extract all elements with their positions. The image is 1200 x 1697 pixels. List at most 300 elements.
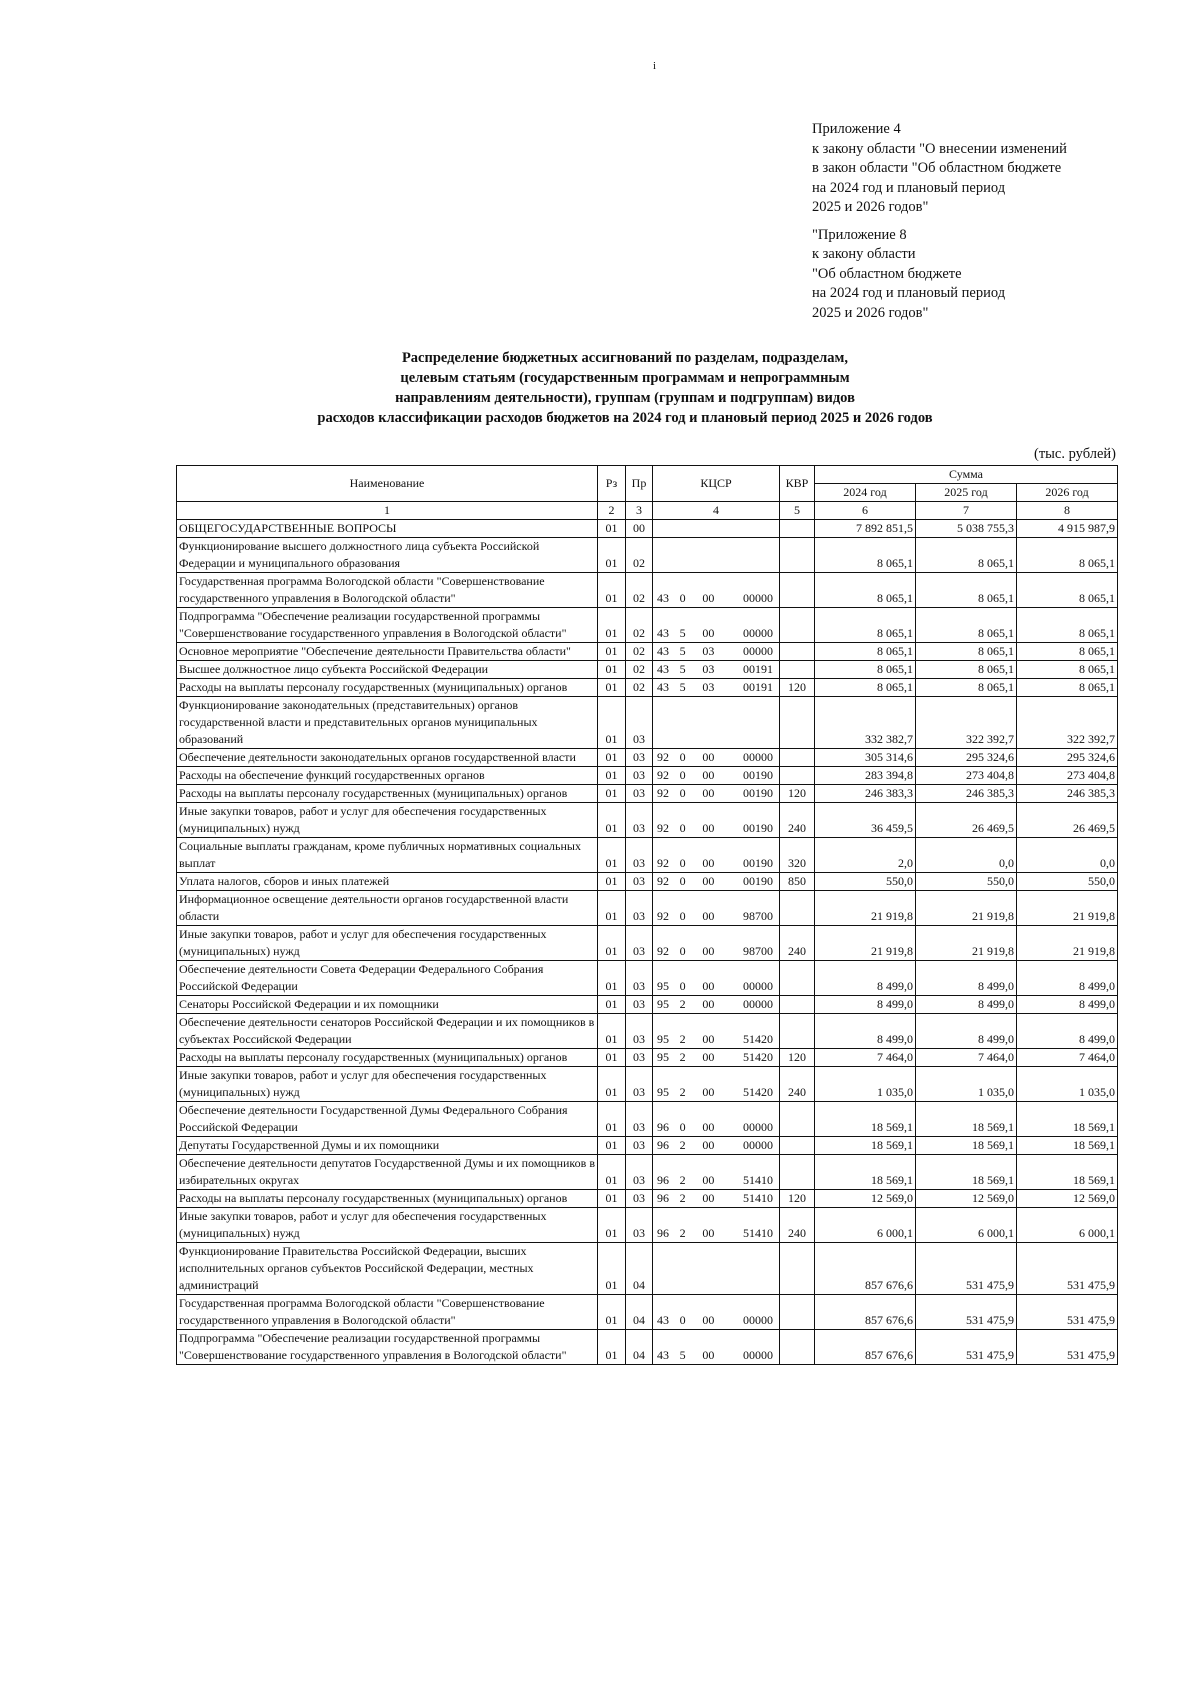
row-sum-2025: 1 035,0 [916,1067,1017,1102]
kcsr-part: 51420 [742,1085,773,1099]
appendix-line: на 2024 год и плановый период [812,285,1006,301]
row-name: Государственная программа Вологодской области "Совершенствование государственного управления в Вологодской области" [177,1295,598,1330]
title-line: Распределение бюджетных ассигнований по разделам, подразделам, [401,350,849,366]
row-kvr [780,961,815,996]
row-sum-2026: 322 392,7 [1017,697,1118,749]
table-row [177,891,1118,926]
row-kvr: 120 [780,1190,815,1208]
row-sum-2025: 12 569,0 [916,1190,1017,1208]
row-sum-2024: 18 569,1 [815,1155,916,1190]
header-kvr: КВР [780,466,815,502]
row-pr: 03 [626,961,653,996]
kcsr-part: 98700 [742,909,773,923]
row-pr: 03 [626,926,653,961]
row-sum-2026: 18 569,1 [1017,1137,1118,1155]
row-pr: 03 [626,1155,653,1190]
row-sum-2024: 18 569,1 [815,1102,916,1137]
kcsr-part: 03 [702,662,715,676]
kcsr-part: 0 [679,909,686,923]
kcsr-part: 0 [679,1313,686,1327]
row-kvr [780,891,815,926]
row-kvr [780,1102,815,1137]
kcsr-part: 00 [702,874,715,888]
row-sum-2026: 12 569,0 [1017,1190,1118,1208]
row-sum-2026: 18 569,1 [1017,1155,1118,1190]
row-pr: 02 [626,538,653,573]
kcsr-part: 43 [657,591,669,605]
row-pr: 03 [626,996,653,1014]
row-sum-2024: 550,0 [815,873,916,891]
index-cell: 4 [653,502,780,520]
row-sum-2024: 8 065,1 [815,538,916,573]
kcsr-part: 43 [657,1313,669,1327]
row-rz: 01 [598,803,626,838]
row-sum-2026: 531 475,9 [1017,1330,1118,1365]
row-rz: 01 [598,926,626,961]
row-kcsr [653,1014,780,1049]
table-row [177,661,1118,679]
kcsr-part: 43 [657,662,669,676]
row-sum-2025: 531 475,9 [916,1295,1017,1330]
kcsr-part: 00 [702,1173,715,1187]
row-sum-2026: 295 324,6 [1017,749,1118,767]
kcsr-part: 5 [679,662,686,676]
row-pr: 03 [626,1067,653,1102]
row-rz: 01 [598,1330,626,1365]
row-sum-2026: 21 919,8 [1017,926,1118,961]
row-name: Обеспечение деятельности Государственной Думы Федерального Собрания Российской Федерации [177,1102,598,1137]
row-sum-2025: 8 065,1 [916,573,1017,608]
row-sum-2024: 332 382,7 [815,697,916,749]
row-pr: 00 [626,520,653,538]
row-kvr [780,520,815,538]
row-kcsr [653,785,780,803]
index-cell: 8 [1017,502,1118,520]
row-name: Высшее должностное лицо субъекта Российской Федерации [177,661,598,679]
row-name: Социальные выплаты гражданам, кроме публичных нормативных социальных выплат [177,838,598,873]
row-rz: 01 [598,1014,626,1049]
row-sum-2025: 8 065,1 [916,608,1017,643]
table-row [177,520,1118,538]
row-sum-2025: 273 404,8 [916,767,1017,785]
kcsr-part: 92 [657,909,669,923]
row-rz: 01 [598,767,626,785]
kcsr-part: 00 [702,768,715,782]
kcsr-part: 95 [657,997,669,1011]
table-row [177,1014,1118,1049]
row-name: Депутаты Государственной Думы и их помощники [177,1137,598,1155]
row-name: Иные закупки товаров, работ и услуг для обеспечения государственных (муниципальных) нужд [177,803,598,838]
column-index-row [177,502,1118,520]
row-rz: 01 [598,661,626,679]
row-sum-2025: 18 569,1 [916,1155,1017,1190]
table-row [177,1243,1118,1295]
kcsr-part: 5 [679,1348,686,1362]
row-sum-2024: 21 919,8 [815,891,916,926]
kcsr-part: 0 [679,1120,686,1134]
row-sum-2024: 8 065,1 [815,679,916,697]
kcsr-part: 2 [679,1173,686,1187]
kcsr-part: 00 [702,856,715,870]
row-name: Функционирование законодательных (представительных) органов государственной власти и представительных органов муниципальных образований [177,697,598,749]
index-cell: 5 [780,502,815,520]
kcsr-part: 00 [702,1191,715,1205]
row-sum-2024: 7 464,0 [815,1049,916,1067]
row-sum-2026: 246 385,3 [1017,785,1118,803]
row-rz: 01 [598,873,626,891]
row-rz: 01 [598,785,626,803]
kcsr-part: 95 [657,979,669,993]
kcsr-part: 00 [702,1348,715,1362]
kcsr-part: 00 [702,786,715,800]
appendix-line: "Об областном бюджете [812,265,962,282]
table-row [177,767,1118,785]
kcsr-part: 0 [679,591,686,605]
row-sum-2024: 857 676,6 [815,1243,916,1295]
kcsr-part: 2 [679,1050,686,1064]
kcsr-part: 00 [702,591,715,605]
kcsr-part: 96 [657,1173,669,1187]
table-row [177,1137,1118,1155]
kcsr-part: 96 [657,1120,669,1134]
row-sum-2026: 8 065,1 [1017,679,1118,697]
row-sum-2024: 857 676,6 [815,1295,916,1330]
row-sum-2024: 8 065,1 [815,573,916,608]
kcsr-part: 00000 [742,1138,773,1152]
kcsr-part: 00000 [742,1348,773,1362]
row-sum-2026: 531 475,9 [1017,1295,1118,1330]
kcsr-part: 2 [679,1191,686,1205]
row-pr: 03 [626,1014,653,1049]
table-row [177,785,1118,803]
kcsr-part: 00191 [742,662,773,676]
kcsr-part: 51420 [742,1032,773,1046]
kcsr-part: 00190 [742,768,773,782]
row-rz: 01 [598,1067,626,1102]
row-name: Подпрограмма "Обеспечение реализации государственной программы "Совершенствование государственного управления в Вологодской области" [177,1330,598,1365]
kcsr-part: 00000 [742,644,773,658]
row-rz: 01 [598,1137,626,1155]
row-kvr [780,749,815,767]
row-kvr: 240 [780,926,815,961]
row-kcsr [653,1243,780,1295]
kcsr-part: 00 [702,997,715,1011]
row-name: Сенаторы Российской Федерации и их помощники [177,996,598,1014]
row-pr: 03 [626,785,653,803]
row-sum-2025: 531 475,9 [916,1330,1017,1365]
kcsr-part: 0 [679,786,686,800]
row-rz: 01 [598,538,626,573]
row-sum-2025: 322 392,7 [916,697,1017,749]
row-kcsr [653,1208,780,1243]
kcsr-part: 00190 [742,821,773,835]
kcsr-part: 5 [679,644,686,658]
row-sum-2026: 550,0 [1017,873,1118,891]
kcsr-part: 03 [702,680,715,694]
row-sum-2024: 857 676,6 [815,1330,916,1365]
kcsr-part: 96 [657,1191,669,1205]
table-row [177,538,1118,573]
row-name: Функционирование Правительства Российской Федерации, высших исполнительных органов субъектов Российской Федерации, местных администраций [177,1243,598,1295]
row-sum-2024: 1 035,0 [815,1067,916,1102]
row-sum-2025: 8 499,0 [916,961,1017,996]
row-kvr [780,608,815,643]
kcsr-part: 5 [679,680,686,694]
kcsr-part: 00 [702,979,715,993]
row-sum-2026: 1 035,0 [1017,1067,1118,1102]
row-sum-2024: 36 459,5 [815,803,916,838]
row-rz: 01 [598,1243,626,1295]
row-rz: 01 [598,1155,626,1190]
row-kcsr [653,891,780,926]
kcsr-part: 00 [702,1085,715,1099]
row-name: Обеспечение деятельности депутатов Государственной Думы и их помощников в избирательных округах [177,1155,598,1190]
row-sum-2026: 8 499,0 [1017,996,1118,1014]
kcsr-part: 43 [657,1348,669,1362]
kcsr-part: 2 [679,1085,686,1099]
row-kvr: 240 [780,1208,815,1243]
header-kcsr: КЦСР [653,466,780,502]
row-sum-2026: 6 000,1 [1017,1208,1118,1243]
row-rz: 01 [598,573,626,608]
table-row [177,1330,1118,1365]
row-name: Государственная программа Вологодской области "Совершенствование государственного управления в Вологодской области" [177,573,598,608]
row-sum-2025: 26 469,5 [916,803,1017,838]
table-body [177,520,1118,1365]
row-sum-2025: 18 569,1 [916,1137,1017,1155]
row-sum-2026: 26 469,5 [1017,803,1118,838]
row-sum-2026: 8 499,0 [1017,961,1118,996]
row-rz: 01 [598,520,626,538]
kcsr-part: 43 [657,644,669,658]
row-sum-2026: 21 919,8 [1017,891,1118,926]
table-row [177,679,1118,697]
kcsr-part: 95 [657,1085,669,1099]
table-row [177,961,1118,996]
row-sum-2026: 8 065,1 [1017,608,1118,643]
row-sum-2024: 246 383,3 [815,785,916,803]
appendix-line: к закону области "О внесении изменений [812,140,1067,157]
row-sum-2025: 6 000,1 [916,1208,1017,1243]
kcsr-part: 92 [657,786,669,800]
kcsr-part: 00 [702,1226,715,1240]
row-pr: 02 [626,608,653,643]
kcsr-part: 00000 [742,1313,773,1327]
row-sum-2026: 8 065,1 [1017,643,1118,661]
kcsr-part: 00000 [742,979,773,993]
row-sum-2026: 0,0 [1017,838,1118,873]
kcsr-part: 43 [657,626,669,640]
row-sum-2026: 273 404,8 [1017,767,1118,785]
row-sum-2024: 305 314,6 [815,749,916,767]
kcsr-part: 96 [657,1138,669,1152]
row-kcsr [653,1190,780,1208]
row-pr: 04 [626,1330,653,1365]
row-name: Функционирование высшего должностного лица субъекта Российской Федерации и муниципального образования [177,538,598,573]
kcsr-part: 00 [702,626,715,640]
row-sum-2026: 531 475,9 [1017,1243,1118,1295]
kcsr-part: 98700 [742,944,773,958]
table-row [177,643,1118,661]
row-pr: 04 [626,1243,653,1295]
kcsr-part: 51410 [742,1173,773,1187]
table-row [177,1102,1118,1137]
index-cell: 6 [815,502,916,520]
row-pr: 02 [626,661,653,679]
kcsr-part: 00 [702,1313,715,1327]
row-pr: 03 [626,767,653,785]
row-kcsr [653,520,780,538]
row-kvr [780,697,815,749]
row-name: Расходы на выплаты персоналу государственных (муниципальных) органов [177,785,598,803]
row-rz: 01 [598,891,626,926]
row-kvr [780,661,815,679]
kcsr-part: 00 [702,1032,715,1046]
row-kcsr [653,926,780,961]
page-mark: i [653,60,657,72]
row-name: Расходы на выплаты персоналу государственных (муниципальных) органов [177,1049,598,1067]
row-pr: 03 [626,1137,653,1155]
kcsr-part: 2 [679,997,686,1011]
appendix-line: к закону области [812,246,916,262]
title-line: направлениям деятельности), группам (группам и подгруппам) видов [395,390,855,406]
row-sum-2024: 8 499,0 [815,1014,916,1049]
row-kcsr [653,749,780,767]
kcsr-part: 00 [702,909,715,923]
row-sum-2025: 8 499,0 [916,996,1017,1014]
row-pr: 02 [626,643,653,661]
kcsr-part: 92 [657,750,669,764]
row-sum-2025: 21 919,8 [916,891,1017,926]
row-kcsr [653,803,780,838]
kcsr-part: 0 [679,768,686,782]
row-pr: 04 [626,1295,653,1330]
table-row [177,996,1118,1014]
kcsr-part: 00190 [742,856,773,870]
row-name: Подпрограмма "Обеспечение реализации государственной программы "Совершенствование государственного управления в Вологодской области" [177,608,598,643]
row-sum-2025: 8 065,1 [916,538,1017,573]
row-sum-2024: 18 569,1 [815,1137,916,1155]
row-name: Обеспечение деятельности сенаторов Российской Федерации и их помощников в субъектах Российской Федерации [177,1014,598,1049]
row-sum-2025: 531 475,9 [916,1243,1017,1295]
row-sum-2025: 8 065,1 [916,661,1017,679]
kcsr-part: 92 [657,821,669,835]
kcsr-part: 2 [679,1032,686,1046]
row-sum-2026: 8 065,1 [1017,538,1118,573]
row-sum-2024: 8 065,1 [815,608,916,643]
row-name: Расходы на выплаты персоналу государственных (муниципальных) органов [177,679,598,697]
index-cell: 7 [916,502,1017,520]
row-kvr [780,643,815,661]
kcsr-part: 92 [657,856,669,870]
kcsr-part: 00 [702,821,715,835]
kcsr-part: 00190 [742,874,773,888]
row-kcsr [653,661,780,679]
kcsr-part: 00191 [742,680,773,694]
row-kvr [780,1014,815,1049]
row-name: Расходы на обеспечение функций государственных органов [177,767,598,785]
row-pr: 03 [626,1102,653,1137]
kcsr-part: 00190 [742,786,773,800]
row-rz: 01 [598,1102,626,1137]
row-kcsr [653,1137,780,1155]
row-kvr [780,767,815,785]
kcsr-part: 2 [679,1138,686,1152]
row-sum-2026: 8 065,1 [1017,661,1118,679]
row-pr: 02 [626,573,653,608]
kcsr-part: 0 [679,821,686,835]
row-kvr [780,573,815,608]
appendix-line: 2025 и 2026 годов" [812,199,929,215]
row-kvr [780,1137,815,1155]
header-2025: 2025 год [916,484,1017,502]
row-kcsr [653,573,780,608]
row-sum-2024: 12 569,0 [815,1190,916,1208]
row-kvr [780,1155,815,1190]
row-rz: 01 [598,1049,626,1067]
kcsr-part: 51420 [742,1050,773,1064]
kcsr-part: 03 [702,644,715,658]
kcsr-part: 95 [657,1050,669,1064]
row-kvr: 240 [780,803,815,838]
row-kvr: 120 [780,679,815,697]
row-kvr [780,1295,815,1330]
row-kvr: 120 [780,1049,815,1067]
row-pr: 03 [626,1190,653,1208]
row-name: Иные закупки товаров, работ и услуг для обеспечения государственных (муниципальных) нужд [177,1208,598,1243]
index-cell: 1 [177,502,598,520]
kcsr-part: 2 [679,1226,686,1240]
row-sum-2025: 8 499,0 [916,1014,1017,1049]
row-rz: 01 [598,749,626,767]
row-kcsr [653,697,780,749]
kcsr-part: 00000 [742,591,773,605]
kcsr-part: 5 [679,626,686,640]
row-kvr: 850 [780,873,815,891]
row-kcsr [653,961,780,996]
appendix-line: на 2024 год и плановый период [812,179,1006,196]
row-rz: 01 [598,643,626,661]
table-row [177,926,1118,961]
kcsr-part: 00000 [742,750,773,764]
row-sum-2025: 550,0 [916,873,1017,891]
table-row [177,803,1118,838]
row-name: ОБЩЕГОСУДАРСТВЕННЫЕ ВОПРОСЫ [177,520,598,538]
row-kcsr [653,1049,780,1067]
row-rz: 01 [598,961,626,996]
row-rz: 01 [598,996,626,1014]
row-pr: 02 [626,679,653,697]
row-kcsr [653,1102,780,1137]
title-line: расходов классификации расходов бюджетов на 2024 год и плановый период 2025 и 2026 годов [317,410,933,426]
row-sum-2024: 2,0 [815,838,916,873]
row-kvr [780,1243,815,1295]
kcsr-part: 95 [657,1032,669,1046]
table-row [177,1190,1118,1208]
row-pr: 03 [626,749,653,767]
kcsr-part: 00 [702,1120,715,1134]
row-rz: 01 [598,697,626,749]
row-sum-2026: 18 569,1 [1017,1102,1118,1137]
header-2024: 2024 год [815,484,916,502]
row-sum-2024: 7 892 851,5 [815,520,916,538]
row-rz: 01 [598,608,626,643]
row-rz: 01 [598,838,626,873]
row-kvr [780,538,815,573]
kcsr-part: 92 [657,768,669,782]
row-pr: 03 [626,873,653,891]
kcsr-part: 0 [679,944,686,958]
